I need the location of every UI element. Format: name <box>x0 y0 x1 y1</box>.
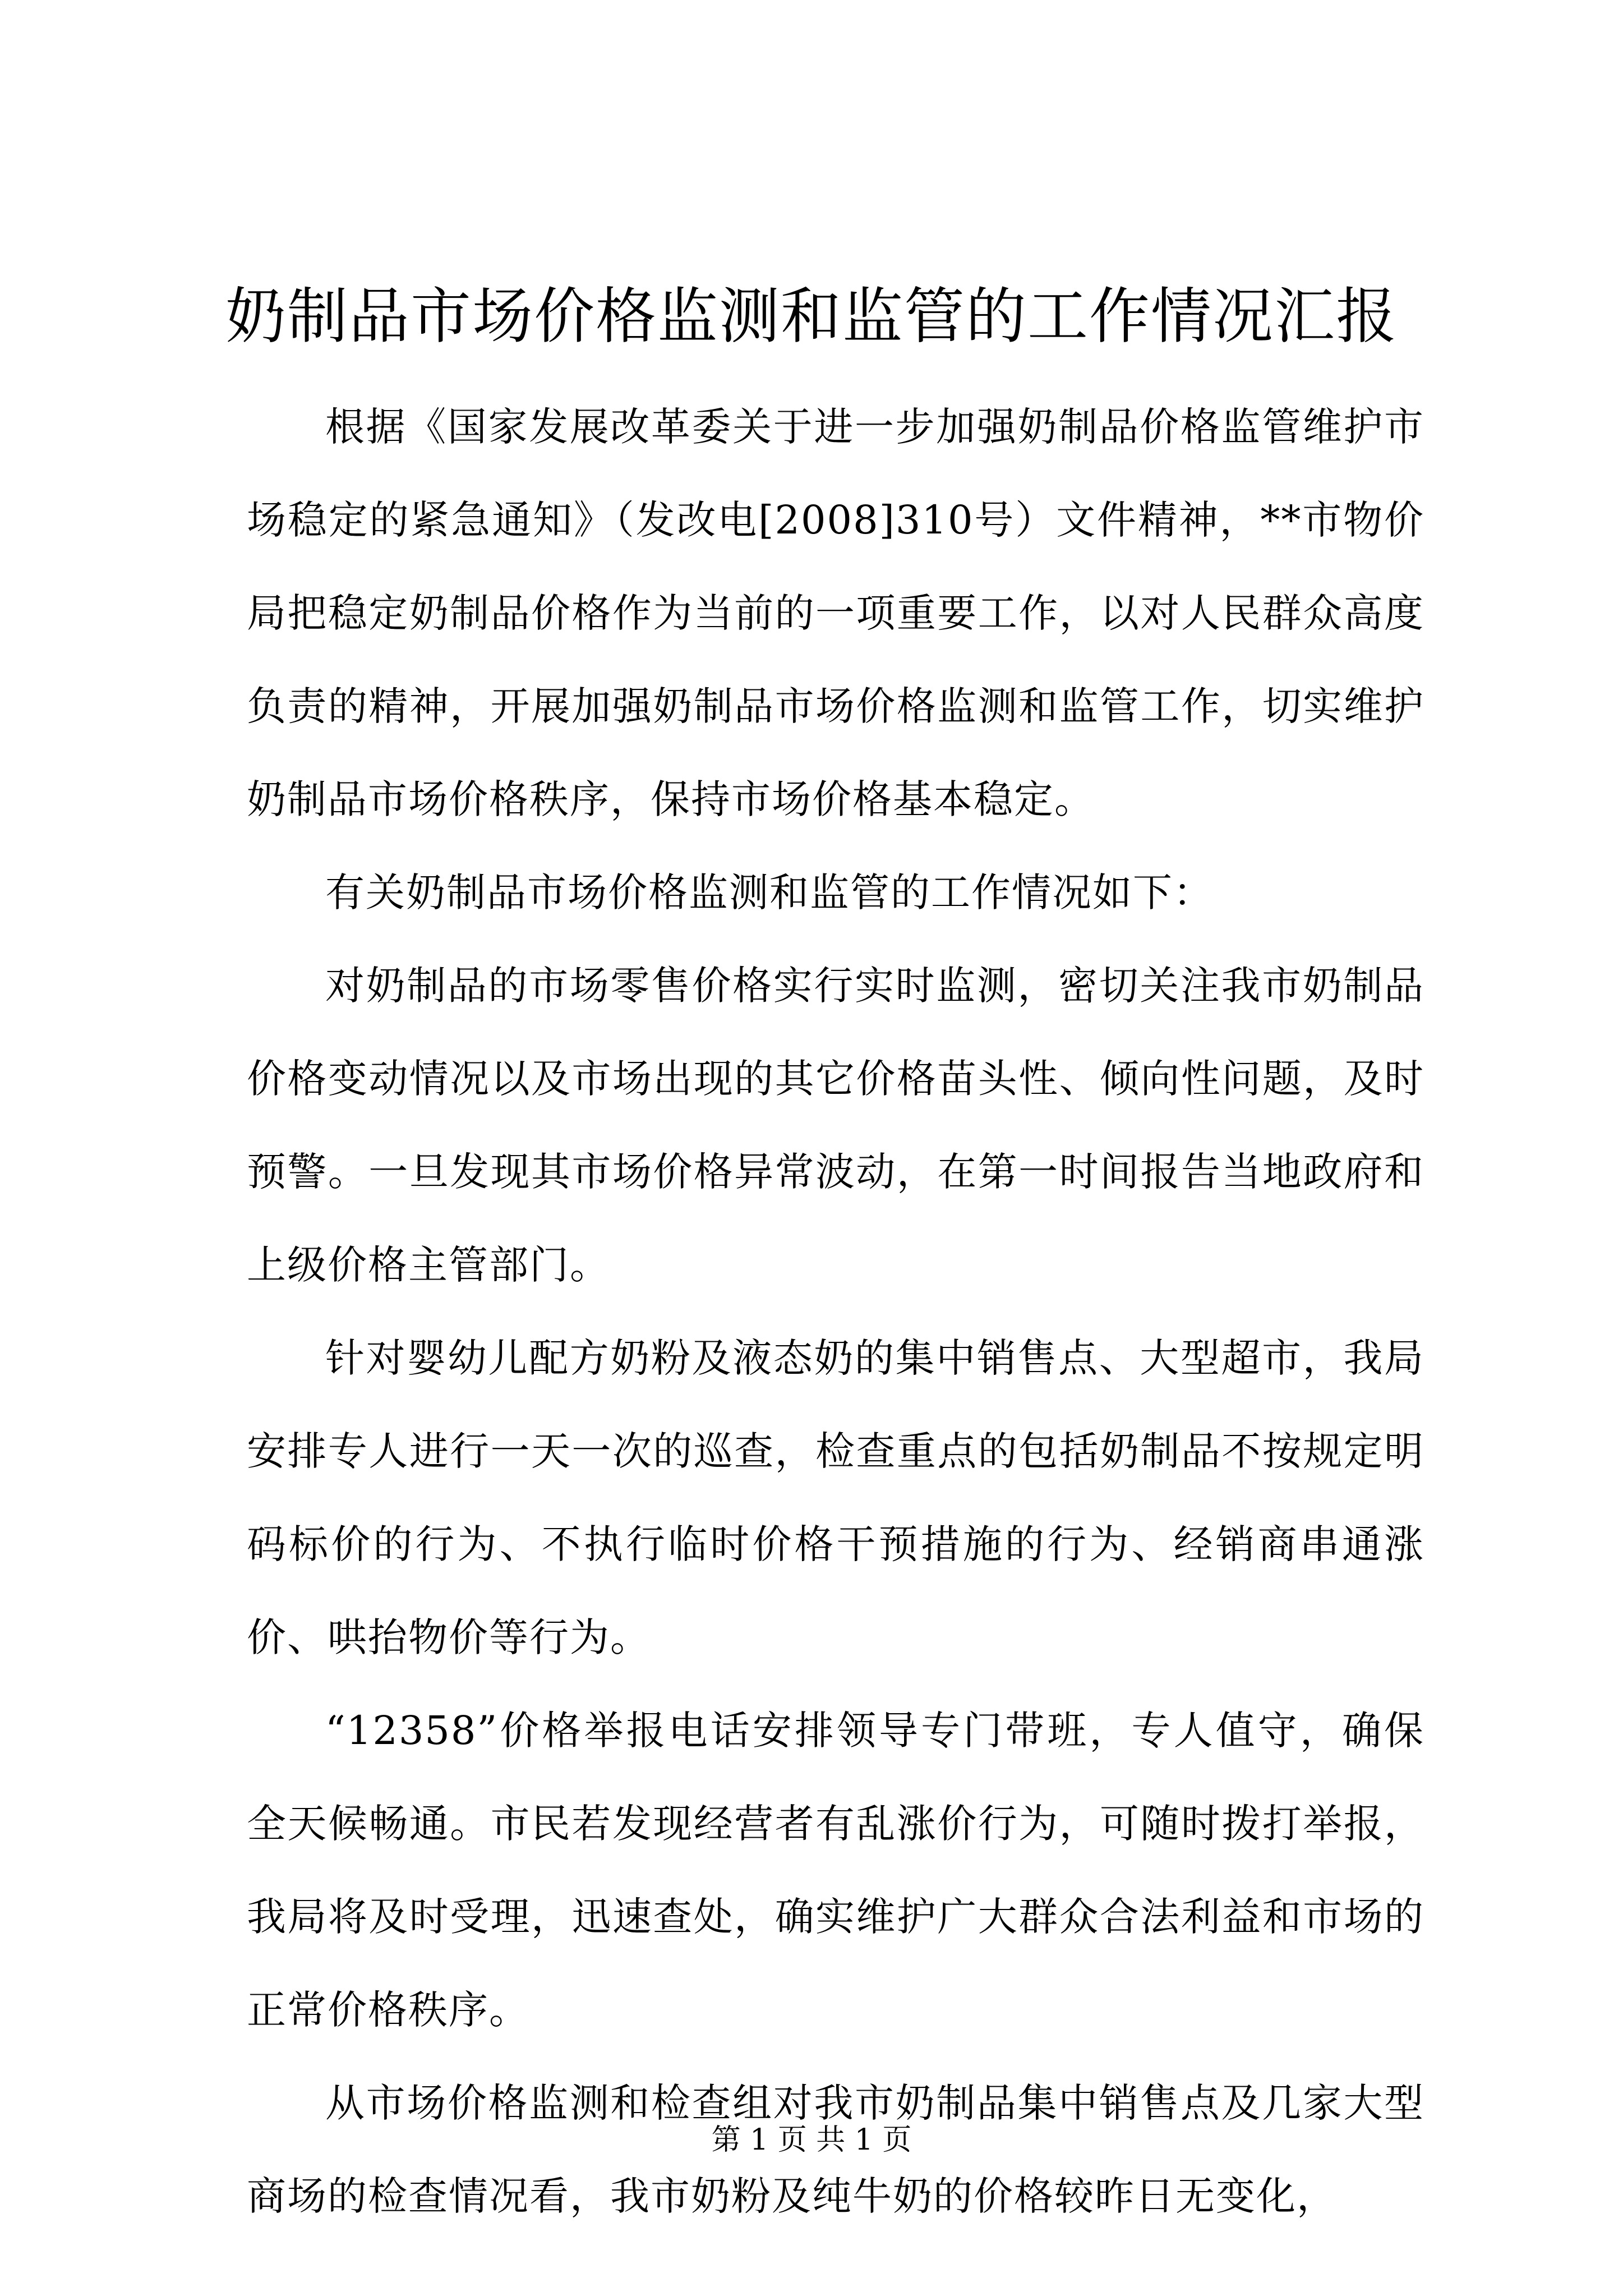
paragraph: 根据《国家发展改革委关于进一步加强奶制品价格监管维护市场稳定的紧急通知》（发改电[2008]310号）文件精神，**市物价局把稳定奶制品价格作为当前的一项重要工作，以对人民群众高度负责的精神，开展加强奶制品市场价格监测和监管工作，切实维护奶制品市场价格秩序，保持市场价格基本稳定。 <box>247 404 1424 822</box>
paragraph: 针对婴幼儿配方奶粉及液态奶的集中销售点、大型超市，我局安排专人进行一天一次的巡查，检查重点的包括奶制品不按规定明码标价的行为、不执行临时价格干预措施的行为、经销商串通涨价、哄抬物价等行为。 <box>247 1335 1424 1660</box>
page-footer: 第 1 页 共 1 页 <box>711 2123 912 2157</box>
paragraph: 从市场价格监测和检查组对我市奶制品集中销售点及几家大型商场的检查情况看，我市奶粉及纯牛奶的价格较昨日无变化， <box>247 2080 1424 2219</box>
paragraph: “12358”价格举报电话安排领导专门带班，专人值守，确保全天候畅通。市民若发现经营者有乱涨价行为，可随时拨打举报，我局将及时受理，迅速查处，确实维护广大群众合法利益和市场的正常价格秩序。 <box>247 1708 1424 2033</box>
document-title: 奶制品市场价格监测和监管的工作情况汇报 <box>225 282 1398 352</box>
document-body <box>247 380 1424 2243</box>
paragraph: 对奶制品的市场零售价格实行实时监测，密切关注我市奶制品价格变动情况以及市场出现的其它价格苗头性、倾向性问题，及时预警。一旦发现其市场价格异常波动，在第一时间报告当地政府和上级价格主管部门。 <box>247 963 1424 1288</box>
paragraph: 有关奶制品市场价格监测和监管的工作情况如下： <box>325 869 1214 915</box>
